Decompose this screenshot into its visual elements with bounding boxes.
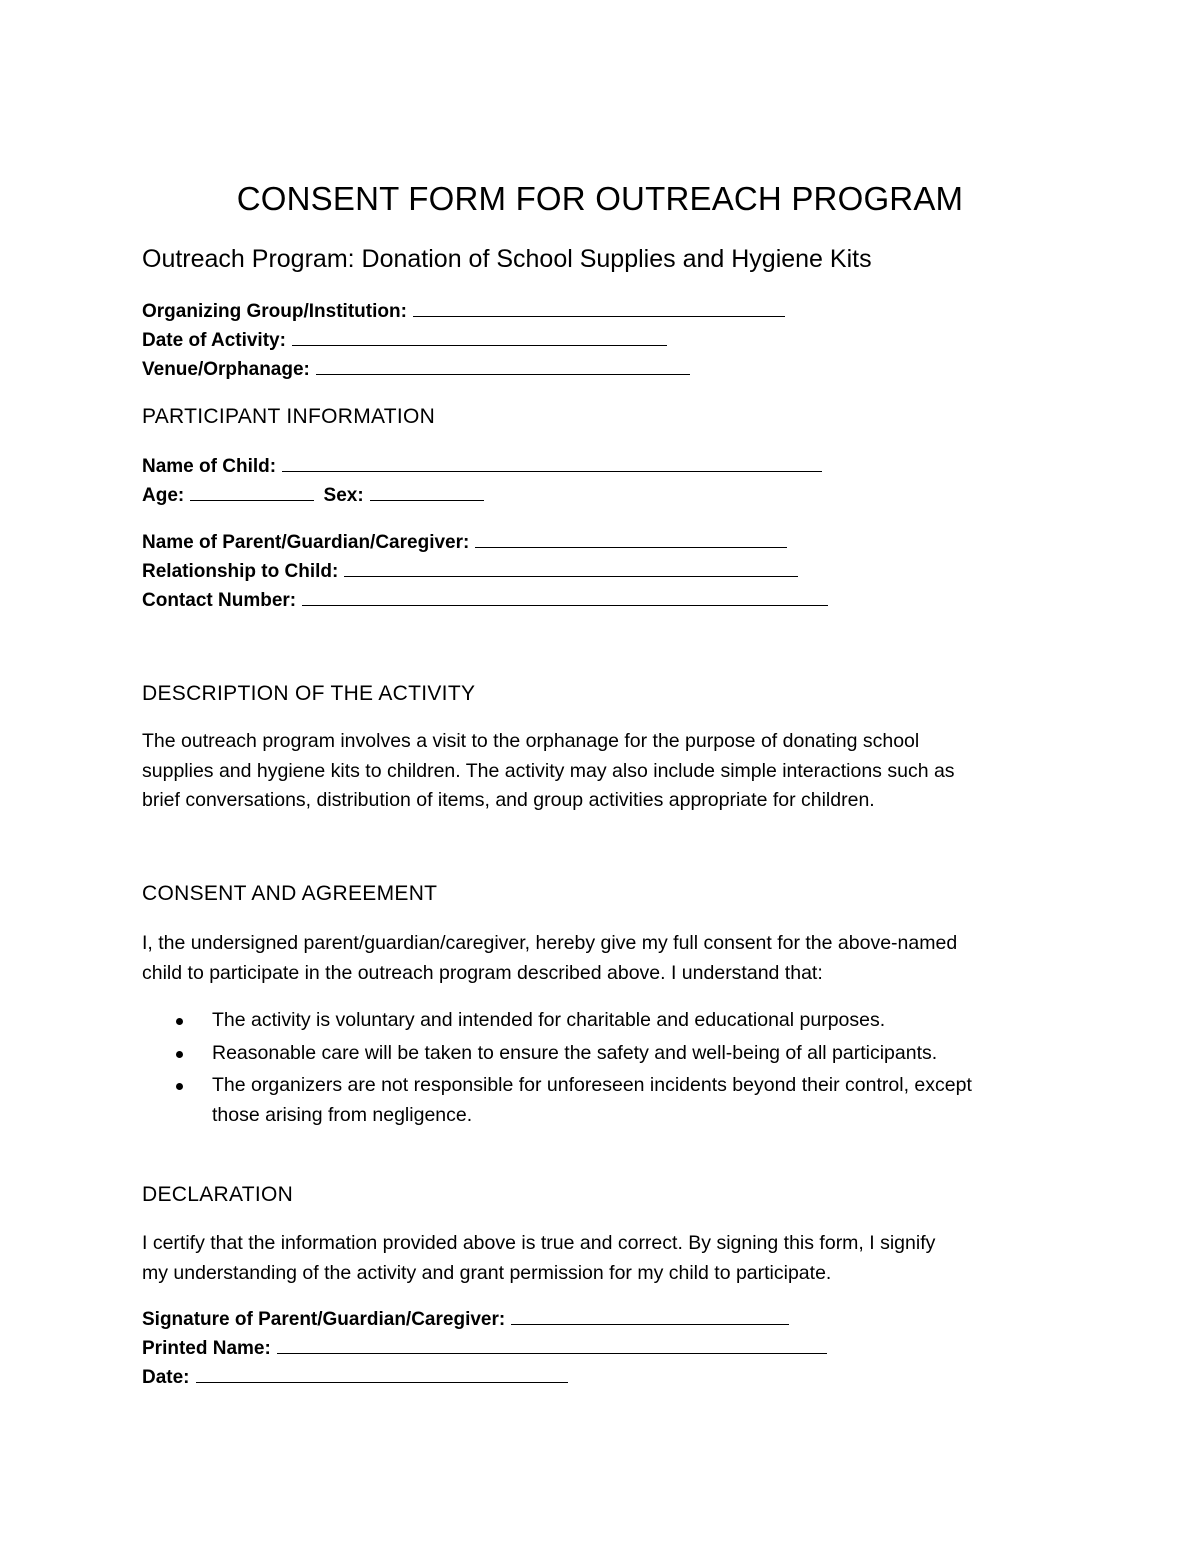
bullet-icon bbox=[176, 1051, 183, 1058]
signature-label: Signature of Parent/Guardian/Caregiver: bbox=[142, 1309, 506, 1330]
description-line: The outreach program involves a visit to the orphanage for the purpose of donating school bbox=[142, 730, 920, 752]
description-line: brief conversations, distribution of items, and group activities appropriate for children. bbox=[142, 789, 875, 811]
page-title: CONSENT FORM FOR OUTREACH PROGRAM bbox=[236, 180, 964, 217]
consent-bullet-list bbox=[142, 1006, 1082, 1133]
printed-name-field bbox=[142, 1335, 827, 1361]
venue-field bbox=[142, 356, 690, 382]
age-sex-field bbox=[142, 482, 484, 508]
bullet-text: Reasonable care will be taken to ensure the safety and well-being of all participants. bbox=[212, 1041, 938, 1064]
contact-number-label: Contact Number: bbox=[142, 590, 297, 611]
parent-name-input-line[interactable] bbox=[475, 529, 787, 548]
declaration-line: my understanding of the activity and grant permission for my child to participate. bbox=[142, 1261, 832, 1284]
description-line: supplies and hygiene kits to children. The activity may also include simple interactions such as bbox=[142, 759, 955, 782]
printed-name-label: Printed Name: bbox=[142, 1338, 271, 1359]
relationship-input-line[interactable] bbox=[344, 558, 798, 577]
age-input-line[interactable] bbox=[190, 482, 314, 501]
date-input-line[interactable] bbox=[196, 1364, 568, 1383]
bullet-icon bbox=[176, 1018, 183, 1025]
sex-input-line[interactable] bbox=[370, 482, 484, 501]
name-of-child-label: Name of Child: bbox=[142, 456, 277, 477]
printed-name-input-line[interactable] bbox=[277, 1335, 827, 1354]
declaration-paragraph bbox=[142, 1229, 1072, 1288]
description-paragraph bbox=[142, 727, 1072, 816]
relationship-label: Relationship to Child: bbox=[142, 561, 339, 582]
name-of-child-input-line[interactable] bbox=[282, 453, 822, 472]
parent-name-field bbox=[142, 529, 787, 555]
consent-line: I, the undersigned parent/guardian/caregiver, hereby give my full consent for the above-named bbox=[142, 932, 958, 954]
list-item bbox=[142, 1006, 1082, 1036]
list-item bbox=[142, 1071, 1082, 1130]
organizing-group-label: Organizing Group/Institution: bbox=[142, 301, 407, 322]
venue-input-line[interactable] bbox=[316, 356, 690, 375]
date-of-activity-label: Date of Activity: bbox=[142, 330, 286, 351]
consent-paragraph bbox=[142, 929, 1072, 988]
signature-input-line[interactable] bbox=[511, 1306, 789, 1325]
organizing-group-input-line[interactable] bbox=[413, 298, 785, 317]
sex-label: Sex: bbox=[323, 485, 364, 506]
date-of-activity-input-line[interactable] bbox=[292, 327, 667, 346]
declaration-heading: DECLARATION bbox=[142, 1183, 294, 1206]
organizing-group-field bbox=[142, 298, 785, 324]
consent-line: child to participate in the outreach program described above. I understand that: bbox=[142, 961, 823, 984]
contact-number-field bbox=[142, 587, 828, 613]
page-subtitle: Outreach Program: Donation of School Supplies and Hygiene Kits bbox=[142, 245, 872, 273]
bullet-text: The organizers are not responsible for unforeseen incidents beyond their control, except bbox=[212, 1074, 972, 1096]
relationship-field bbox=[142, 558, 798, 584]
bullet-text: those arising from negligence. bbox=[212, 1103, 473, 1126]
date-field bbox=[142, 1364, 568, 1390]
signature-field bbox=[142, 1306, 789, 1332]
venue-label: Venue/Orphanage: bbox=[142, 359, 310, 380]
bullet-icon bbox=[176, 1083, 183, 1090]
contact-number-input-line[interactable] bbox=[302, 587, 828, 606]
declaration-line: I certify that the information provided above is true and correct. By signing this form, I signify bbox=[142, 1232, 936, 1254]
description-heading: DESCRIPTION OF THE ACTIVITY bbox=[142, 682, 476, 705]
bullet-text: The activity is voluntary and intended for charitable and educational purposes. bbox=[212, 1009, 886, 1031]
list-item bbox=[142, 1039, 1082, 1069]
participant-info-heading: PARTICIPANT INFORMATION bbox=[142, 405, 436, 428]
date-of-activity-field bbox=[142, 327, 667, 353]
consent-heading: CONSENT AND AGREEMENT bbox=[142, 882, 438, 905]
parent-name-label: Name of Parent/Guardian/Caregiver: bbox=[142, 532, 470, 553]
name-of-child-field bbox=[142, 453, 822, 479]
date-label: Date: bbox=[142, 1367, 190, 1388]
age-label: Age: bbox=[142, 485, 185, 506]
